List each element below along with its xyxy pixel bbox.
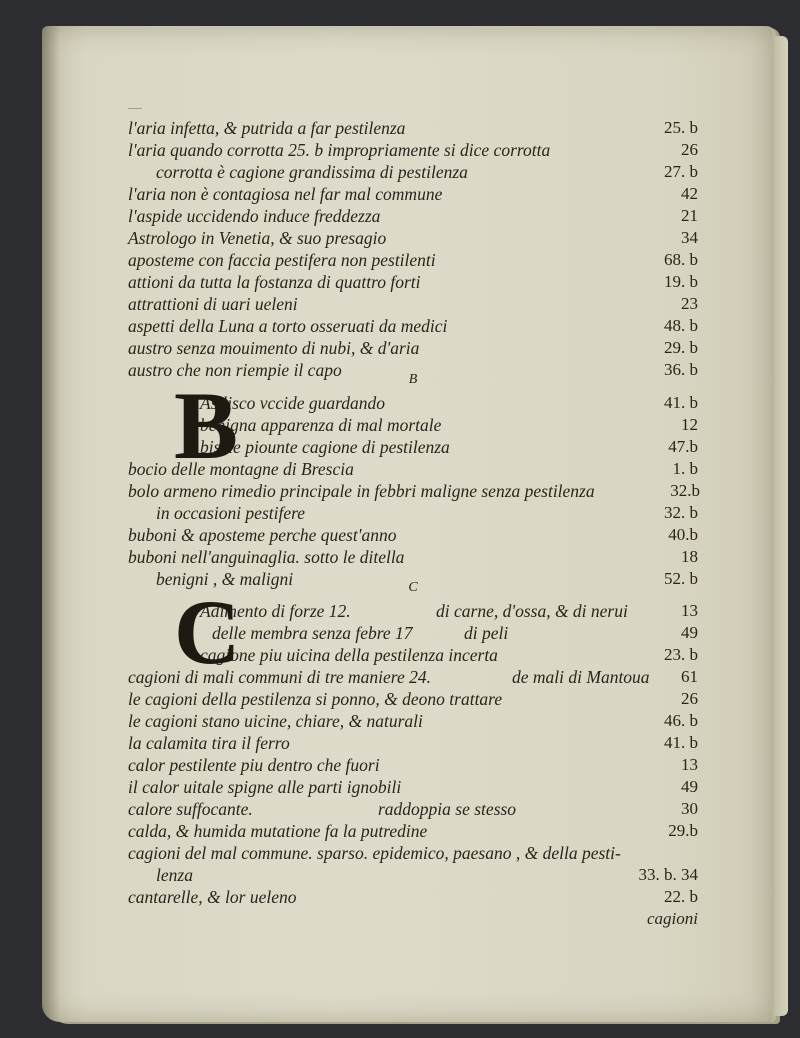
entry-page-number: 32. b <box>664 503 698 522</box>
catchword-line <box>128 909 698 931</box>
entry-page-number: 42 <box>681 184 698 203</box>
entry-page-number: 30 <box>681 799 698 818</box>
entry-text: in occasioni pestifere <box>156 503 306 523</box>
entry-page-number: 26 <box>681 689 698 708</box>
entry-page-number: 49 <box>681 623 698 642</box>
section-heading-c: C <box>408 580 418 595</box>
entry-text: la calamita tira il ferro <box>128 733 290 753</box>
index-entry <box>128 843 698 865</box>
entry-text: Astrologo in Venetia, & suo presagio <box>128 228 387 248</box>
entry-text: corrotta è cagione grandissima di pestilenza <box>156 162 468 182</box>
entry-text: austro senza mouimento di nubi, & d'aria <box>128 338 420 358</box>
entry-text: bolo armeno rimedio principale in febbri maligne senza pestilenza <box>128 481 595 501</box>
index-entry <box>128 206 698 228</box>
index-entry <box>128 865 698 887</box>
index-entry <box>128 140 698 162</box>
entry-text: le cagioni della pestilenza si ponno, & deono trattare <box>128 689 503 709</box>
index-entry <box>128 118 698 140</box>
entry-page-number: 13 <box>681 755 698 774</box>
entry-text: Asilisco vccide guardando <box>200 393 386 413</box>
entry-subtext: raddoppia se stesso <box>378 799 517 819</box>
index-entry <box>128 547 698 569</box>
entry-page-number: 47.b <box>668 437 698 456</box>
entry-text: biscie piounte cagione di pestilenza <box>200 437 450 457</box>
index-entry <box>128 777 698 799</box>
entry-text: benigni , & maligni <box>156 569 294 589</box>
entry-page-number: 27. b <box>664 162 698 181</box>
entry-text: calda, & humida mutatione fa la putredine <box>128 821 428 841</box>
entry-text: cagioni del mal commune. sparso. epidemico, paesano , & della pesti- <box>128 843 621 863</box>
index-entry <box>128 887 698 909</box>
index-entry <box>128 250 698 272</box>
index-entry <box>128 316 698 338</box>
entry-page-number: 49 <box>681 777 698 796</box>
entry-page-number: 22. b <box>664 887 698 906</box>
entry-text: le cagioni stano uicine, chiare, & naturali <box>128 711 423 731</box>
entry-text: calore suffocante. <box>128 799 253 819</box>
entry-subtext: di peli <box>464 623 509 643</box>
entry-text: attrattioni di uari ueleni <box>128 294 298 314</box>
entry-text: calor pestilente piu dentro che fuori <box>128 755 380 775</box>
entry-subtext: di carne, d'ossa, & di nerui <box>436 601 628 621</box>
section-heading-b: B <box>408 372 418 387</box>
entry-page-number: 29. b <box>664 338 698 357</box>
entry-page-number: 26 <box>681 140 698 159</box>
entry-page-number: 61 <box>681 667 698 686</box>
entry-text: delle membra senza febre 17 <box>212 623 413 643</box>
entry-text: l'aspide uccidendo induce freddezza <box>128 206 381 226</box>
entry-page-number: 33. b. 34 <box>638 865 698 884</box>
index-entry <box>128 338 698 360</box>
index-entry <box>128 184 698 206</box>
entry-page-number: 48. b <box>664 316 698 335</box>
entry-page-number: 36. b <box>664 360 698 379</box>
entry-page-number: 18 <box>681 547 698 566</box>
entry-page-number: 19. b <box>664 272 698 291</box>
index-entry <box>128 294 698 316</box>
entry-text: benigna apparenza di mal mortale <box>200 415 442 435</box>
entry-page-number: 52. b <box>664 569 698 588</box>
entry-page-number: 41. b <box>664 393 698 412</box>
index-entry <box>128 821 698 843</box>
entry-text: aspetti della Luna a torto osseruati da medici <box>128 316 448 336</box>
entry-text: l'aria quando corrotta 25. b impropriamente si dice corrotta <box>128 140 551 160</box>
entry-text: aposteme con faccia pestifera non pestilenti <box>128 250 436 270</box>
index-entry <box>128 689 698 711</box>
index-entry <box>128 799 698 821</box>
entry-page-number: 40.b <box>668 525 698 544</box>
entry-page-number: 23 <box>681 294 698 313</box>
entry-text: l'aria infetta, & putrida a far pestilenza <box>128 118 406 138</box>
entry-page-number: 12 <box>681 415 698 434</box>
entry-page-number: 32.b <box>670 481 700 500</box>
entry-page-number: 68. b <box>664 250 698 269</box>
entry-text: bocio delle montagne di Brescia <box>128 459 354 479</box>
index-entry <box>128 503 698 525</box>
entry-text: Adimento di forze 12. <box>200 601 351 621</box>
entry-page-number: 1. b <box>672 459 698 478</box>
index-entry <box>128 228 698 250</box>
entry-page-number: 21 <box>681 206 698 225</box>
index-entry <box>128 711 698 733</box>
index-entry <box>128 755 698 777</box>
decorated-initial-b: B <box>174 372 239 479</box>
index-entry <box>128 525 698 547</box>
entry-page-number: 34 <box>681 228 698 247</box>
entry-page-number: 25. b <box>664 118 698 137</box>
catchword: cagioni <box>647 909 698 928</box>
decorated-initial-c: C <box>174 581 241 683</box>
entry-text: cagioni di mali communi di tre maniere 24. <box>128 667 431 687</box>
entry-page-number: 29.b <box>668 821 698 840</box>
index-entry <box>128 733 698 755</box>
index-entry <box>128 272 698 294</box>
entry-text: buboni & aposteme perche quest'anno <box>128 525 397 545</box>
entry-text: attioni da tutta la fostanza di quattro forti <box>128 272 421 292</box>
page-spine-shadow <box>42 26 60 1022</box>
entry-page-number: 41. b <box>664 733 698 752</box>
entry-page-number: 46. b <box>664 711 698 730</box>
entry-text: il calor uitale spigne alle parti ignobili <box>128 777 402 797</box>
entry-text: buboni nell'anguinaglia. sotto le ditella <box>128 547 405 567</box>
entry-text: cagione piu uicina della pestilenza incerta <box>200 645 498 665</box>
entry-text: lenza <box>156 865 193 885</box>
index-entry <box>128 162 698 184</box>
entry-page-number: 23. b <box>664 645 698 664</box>
entry-page-number: 13 <box>681 601 698 620</box>
entry-text: l'aria non è contagiosa nel far mal commune <box>128 184 443 204</box>
entry-subtext: de mali di Mantoua <box>512 667 650 687</box>
entry-text: austro che non riempie il capo <box>128 360 342 380</box>
index-entry <box>128 481 698 503</box>
entry-text: cantarelle, & lor ueleno <box>128 887 297 907</box>
